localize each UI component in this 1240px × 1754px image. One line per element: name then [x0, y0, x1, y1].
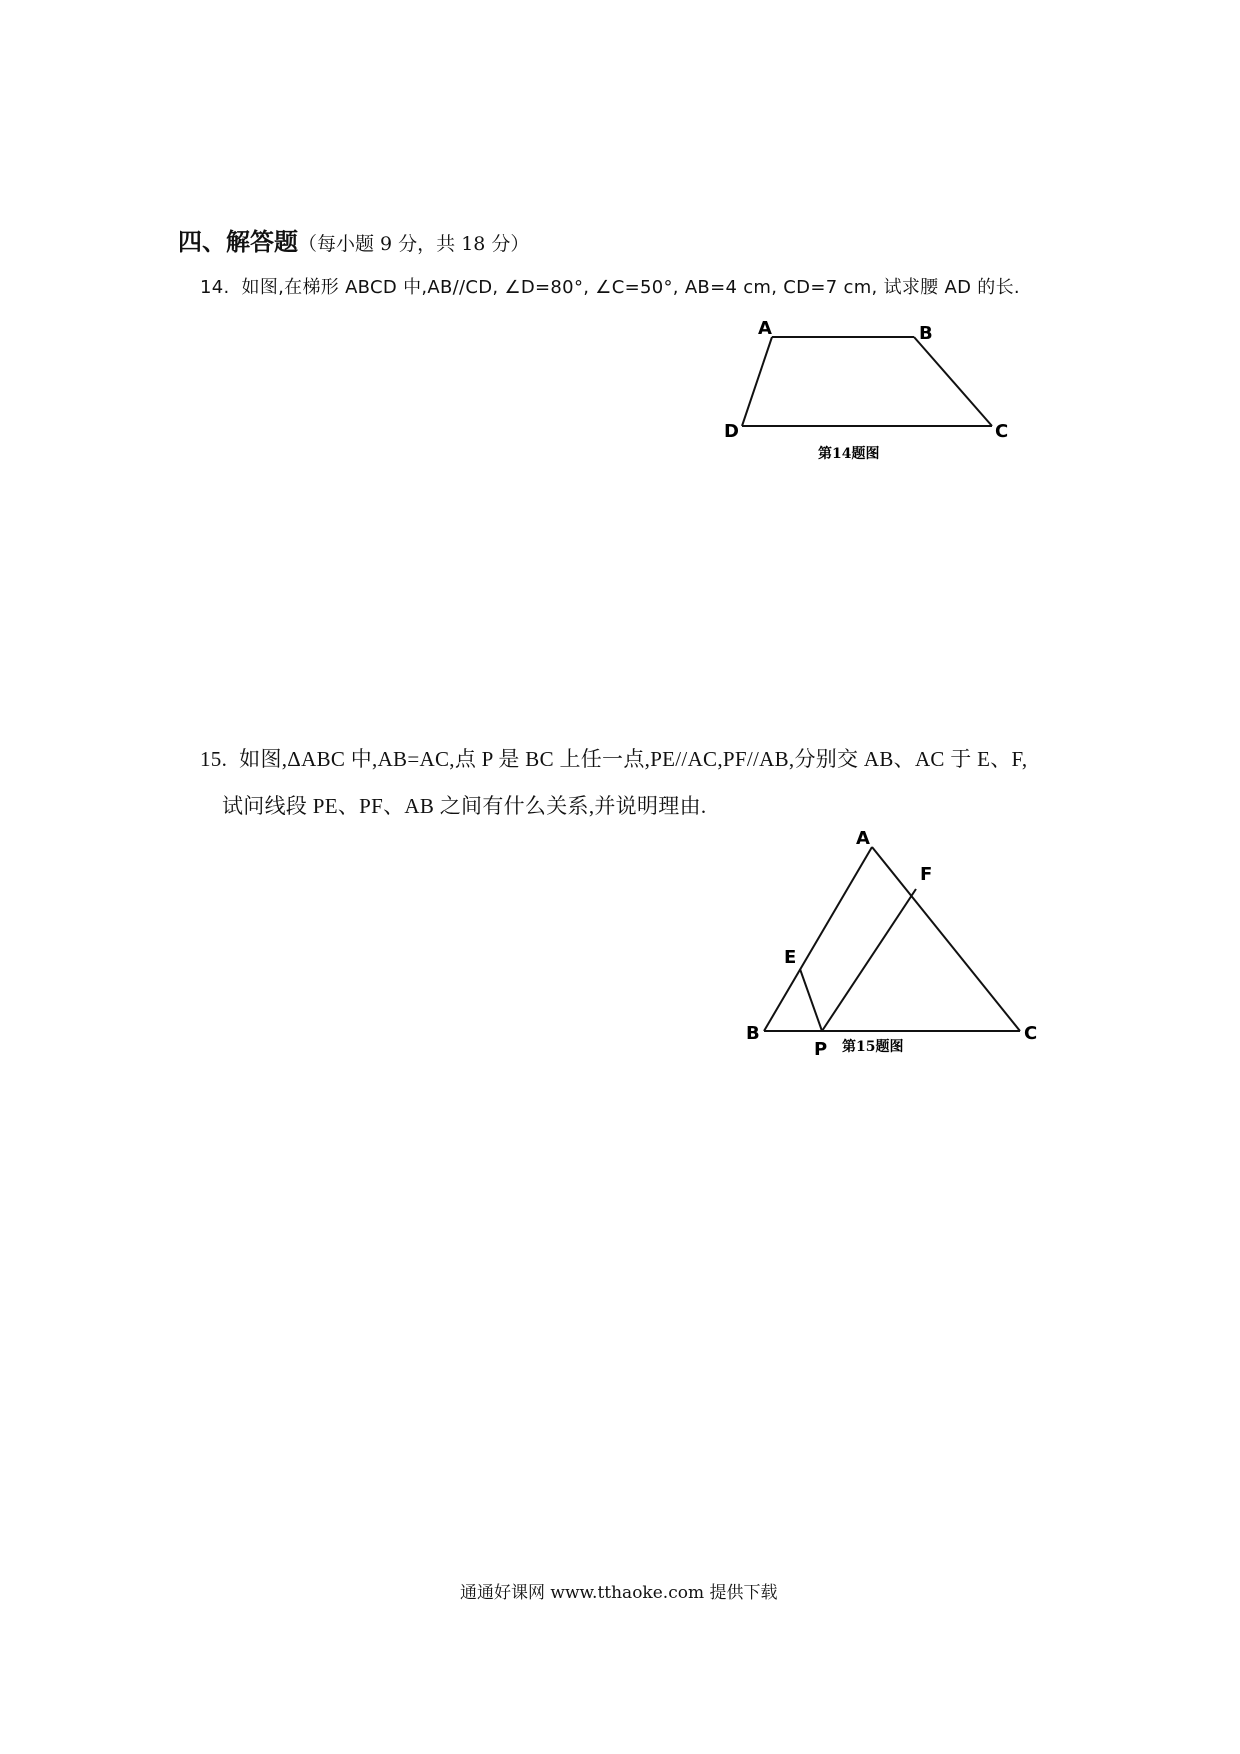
vertex-label-d: D	[724, 421, 739, 442]
vertex-label-b: B	[746, 1023, 760, 1044]
question-15	[200, 743, 1027, 773]
question-text: 如图,在梯形 ABCD 中,AB//CD, ∠D=80°, ∠C=50°, AB=4 cm, CD=7 cm, 试求腰 AD 的长.	[241, 277, 1020, 298]
point-label-e: E	[784, 947, 797, 968]
vertex-label-a: A	[856, 828, 870, 849]
question-text-line-2: 试问线段 PE、PF、AB 之间有什么关系,并说明理由.	[222, 794, 707, 818]
figure-caption: 第14题图	[818, 446, 880, 462]
segment-ab	[764, 847, 872, 1031]
figure-14-trapezoid	[720, 316, 1030, 466]
vertex-label-c: C	[1024, 1023, 1038, 1044]
question-number: 15.	[200, 747, 228, 771]
segment-pe	[800, 969, 822, 1031]
segment-bc	[914, 337, 992, 426]
vertex-label-c: C	[995, 421, 1009, 442]
page-footer: 通通好课网 www.tthaoke.com 提供下载	[460, 1583, 778, 1603]
question-15-continued	[222, 790, 706, 820]
vertex-label-a: A	[758, 318, 772, 339]
question-14	[200, 273, 1020, 299]
vertex-label-b: B	[919, 323, 933, 344]
question-number: 14.	[200, 277, 230, 298]
segment-ac	[872, 847, 1020, 1031]
figure-caption: 第15题图	[842, 1039, 904, 1055]
section-note: （每小题 9 分，共 18 分）	[298, 233, 530, 255]
segment-pf	[822, 889, 916, 1031]
section-header	[178, 222, 529, 257]
figure-15-triangle	[740, 825, 1050, 1065]
point-label-f: F	[920, 864, 933, 885]
question-text-line-1: 如图,ΔABC 中,AB=AC,点 P 是 BC 上任一点,PE//AC,PF//AB,分别交 AB、AC 于 E、F,	[239, 747, 1028, 771]
segment-da	[742, 337, 772, 426]
point-label-p: P	[814, 1039, 828, 1060]
section-title: 四、解答题	[178, 228, 298, 256]
